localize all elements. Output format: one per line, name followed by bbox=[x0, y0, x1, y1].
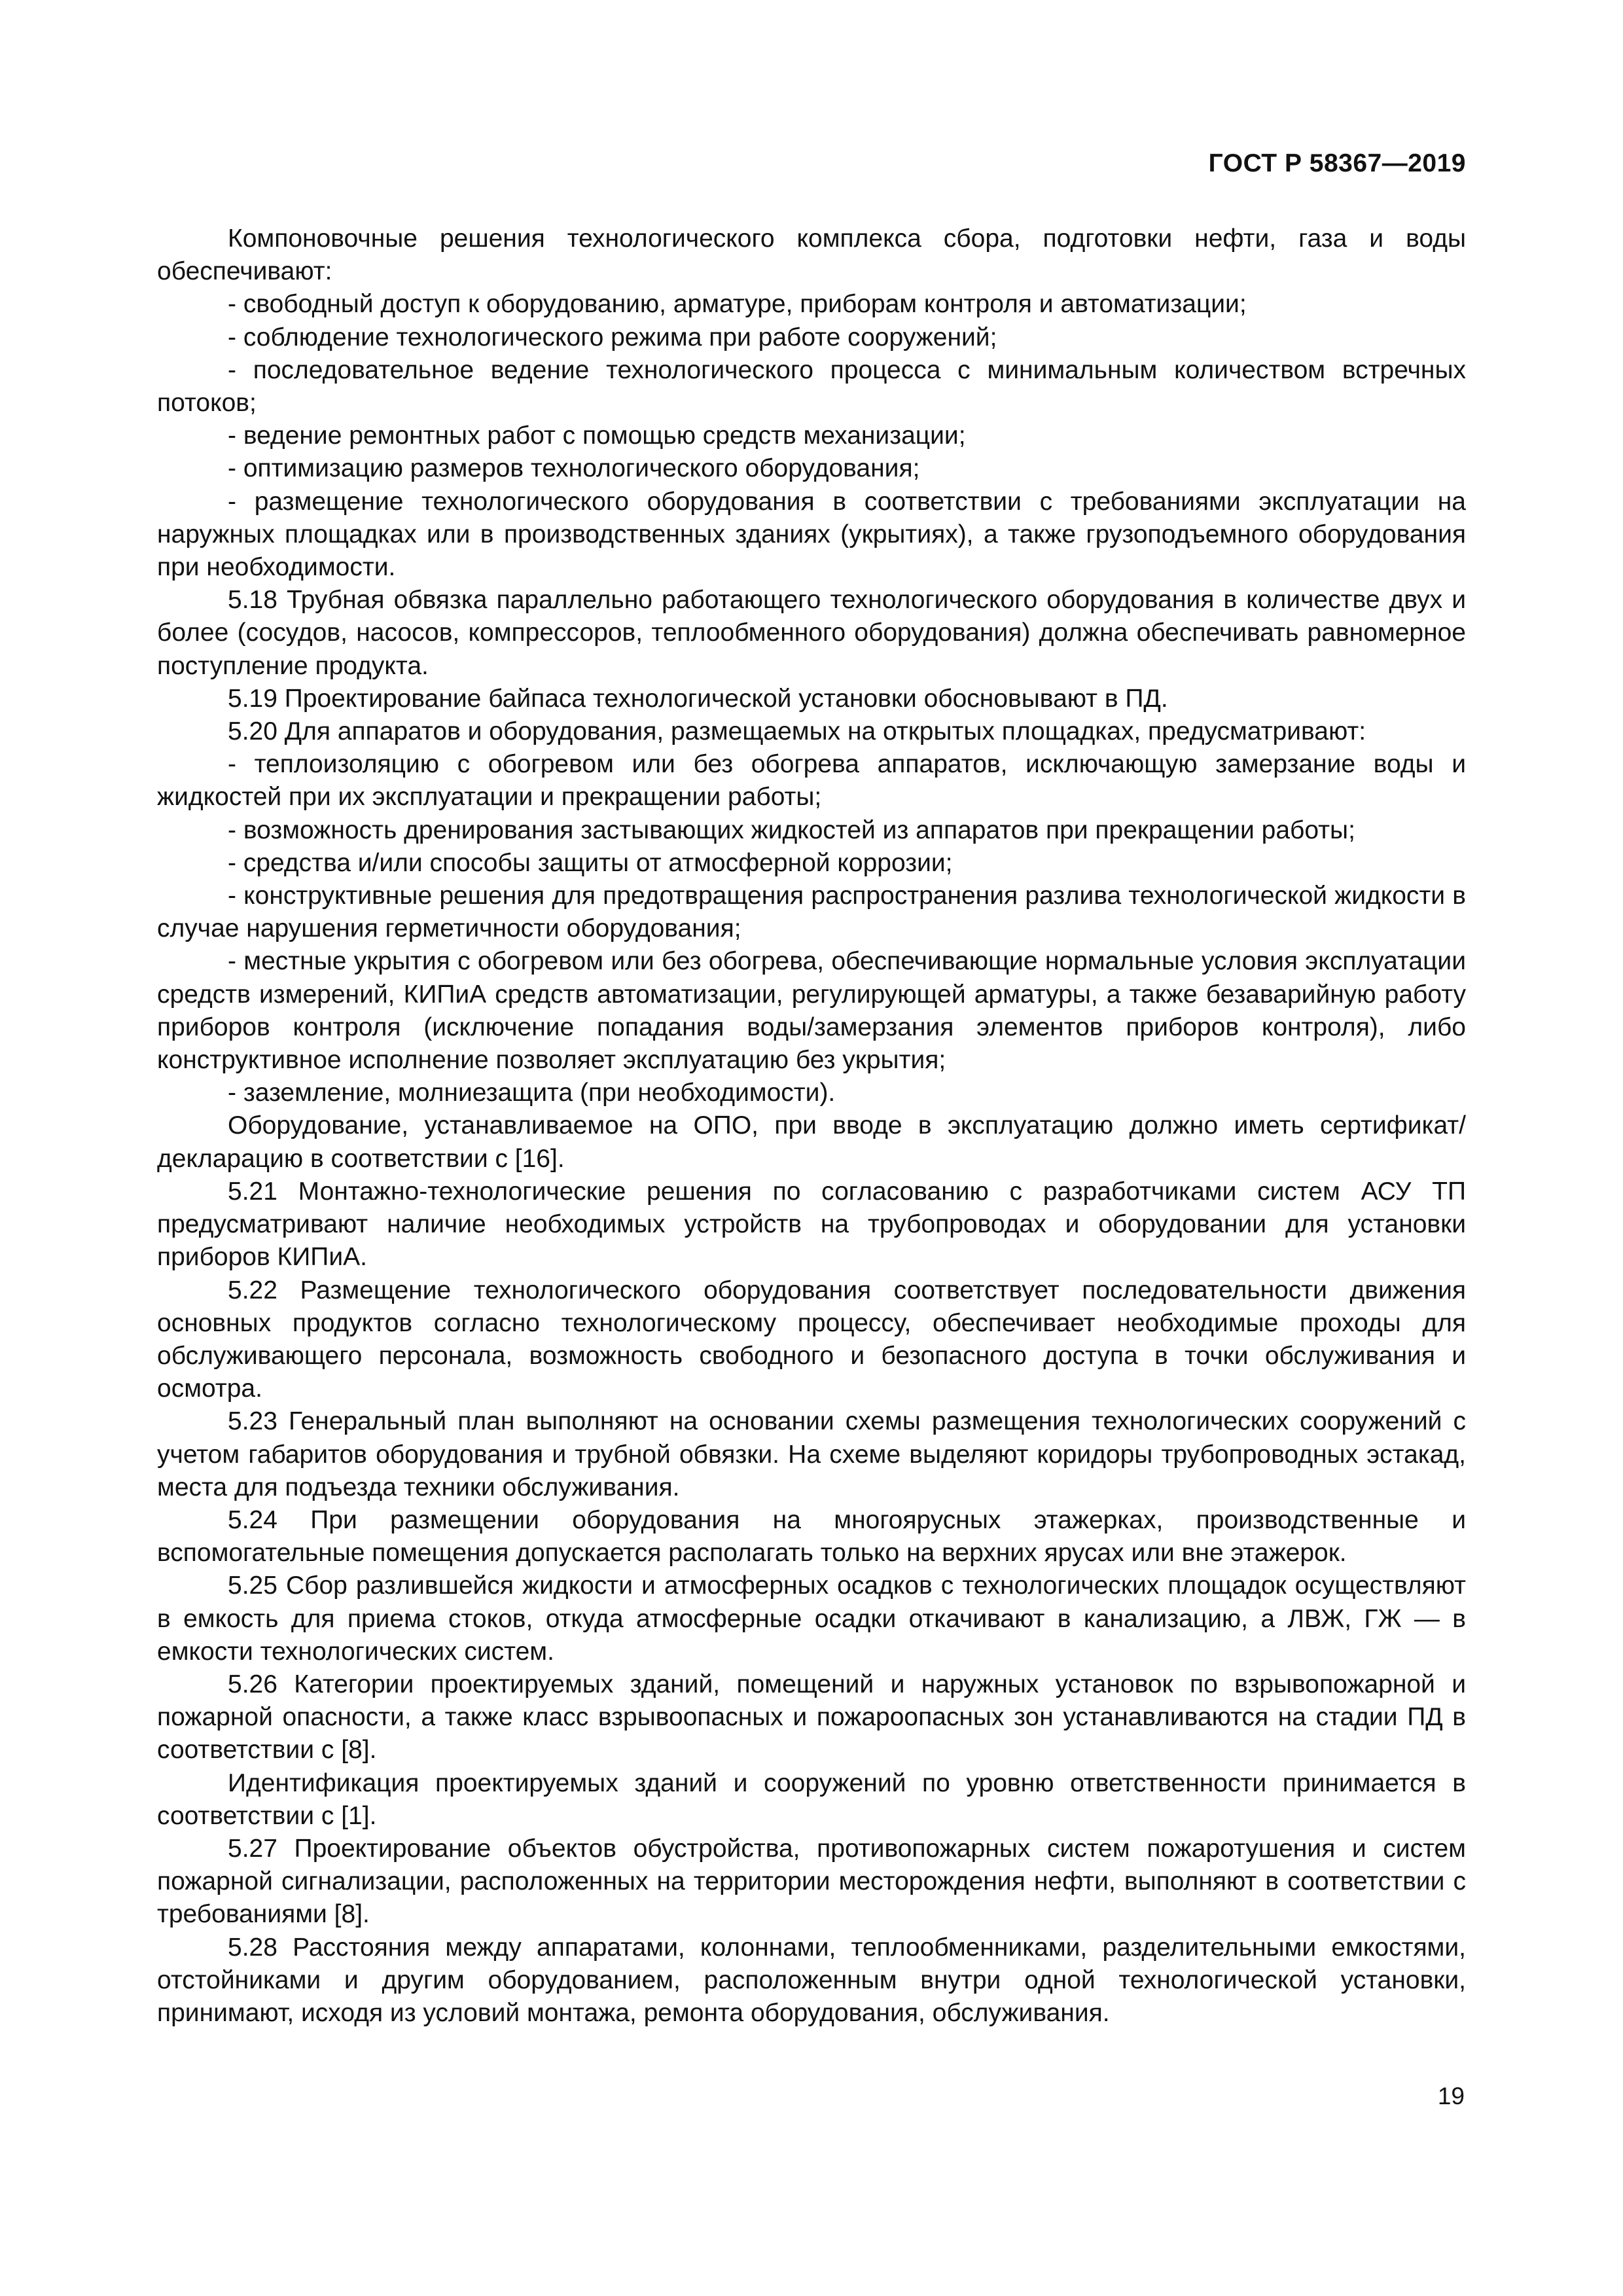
clause-5-25: 5.25 Сбор разлившейся жидкости и атмосферных осадков с технологических площадок осуществляют в емкость для приема стоков, откуда атмосферные осадки откачивают в канализацию, а ЛВЖ, ГЖ — в емкости технологических систем. bbox=[157, 1571, 1466, 1666]
clause-5-18: 5.18 Трубная обвязка параллельно работающего технологического оборудования в количестве двух и более (сосудов, насосов, компрессоров, теплообменного оборудования) должна обеспечивать равномерное поступление продукта. bbox=[157, 586, 1466, 680]
paragraph-intro: Компоновочные решения технологического комплекса сбора, подготовки нефти, газа и воды обеспечивают: bbox=[157, 224, 1466, 286]
list-item-corrosion-protection: - средства и/или способы защиты от атмосферной коррозии; bbox=[228, 848, 953, 877]
list-item-process-mode: - соблюдение технологического режима при работе сооружений; bbox=[228, 323, 997, 351]
document-code-header: ГОСТ Р 58367—2019 bbox=[1208, 149, 1466, 177]
list-item-repair-works: - ведение ремонтных работ с помощью средств механизации; bbox=[228, 422, 966, 450]
list-item-equipment-placement: - размещение технологического оборудования в соответствии с требованиями эксплуатации на наружных площадках или в производственных зданиях (укрытиях), а также грузоподъемного оборудования при необходимости. bbox=[157, 487, 1466, 582]
clause-5-19: 5.19 Проектирование байпаса технологической установки обосновывают в ПД. bbox=[228, 684, 1168, 713]
list-item-size-optimization: - оптимизацию размеров технологического оборудования; bbox=[228, 454, 920, 483]
paragraph-identification: Идентификация проектируемых зданий и сооружений по уровню ответственности принимается в соответствии с [1]. bbox=[157, 1768, 1466, 1830]
paragraph-certification: Оборудование, устанавливаемое на ОПО, при вводе в эксплуатацию должно иметь сертификат/декларацию в соответствии с [16]. bbox=[157, 1111, 1466, 1173]
clause-5-24: 5.24 При размещении оборудования на многоярусных этажерках, производственные и вспомогательные помещения допускается располагать только на верхних ярусах или вне этажерок. bbox=[157, 1505, 1466, 1568]
clause-5-21: 5.21 Монтажно-технологические решения по согласованию с разработчиками систем АСУ ТП предусматривают наличие необходимых устройств на трубопроводах и оборудовании для установки приборов КИПиА. bbox=[157, 1177, 1466, 1272]
clause-5-20: 5.20 Для аппаратов и оборудования, размещаемых на открытых площадках, предусматривают: bbox=[228, 717, 1366, 746]
clause-5-23: 5.23 Генеральный план выполняют на основании схемы размещения технологических сооружений с учетом габаритов оборудования и трубной обвязки. На схеме выделяют коридоры трубопроводных эстакад, места для подъезда техники обслуживания. bbox=[157, 1407, 1466, 1501]
list-item-thermal-insulation: - теплоизоляцию с обогревом или без обогрева аппаратов, исключающую замерзание воды и жидкостей при их эксплуатации и прекращении работы; bbox=[157, 750, 1466, 812]
list-item-drainage: - возможность дренирования застывающих жидкостей из аппаратов при прекращении работы; bbox=[228, 816, 1355, 844]
page-number: 19 bbox=[1437, 2083, 1465, 2109]
list-item-spill-prevention: - конструктивные решения для предотвращения распространения разлива технологической жидкости в случае нарушения герметичности оборудования; bbox=[157, 882, 1466, 943]
document-body bbox=[157, 223, 1466, 2030]
list-item-local-shelters: - местные укрытия с обогревом или без обогрева, обеспечивающие нормальные условия эксплуатации средств измерений, КИПиА средств автоматизации, регулирующей арматуры, а также безаварийную работу приборов контроля (исключение попадания воды/замерзания элементов приборов контроля), либо конструктивное исполнение позволяет эксплуатацию без укрытия; bbox=[157, 947, 1466, 1075]
list-item-free-access: - свободный доступ к оборудованию, арматуре, приборам контроля и автоматизации; bbox=[228, 290, 1247, 319]
list-item-sequential-process: - последовательное ведение технологического процесса с минимальным количеством встречных потоков; bbox=[157, 355, 1466, 418]
clause-5-28: 5.28 Расстояния между аппаратами, колоннами, теплообменниками, разделительными емкостями, отстойниками и другим оборудованием, расположенным внутри одной технологической установки, принимают, исходя из условий монтажа, ремонта оборудования, обслуживания. bbox=[157, 1933, 1466, 2027]
clause-5-22: 5.22 Размещение технологического оборудования соответствует последовательности движения основных продуктов согласно технологическому процессу, обеспечивает необходимые проходы для обслуживающего персонала, возможность свободного и безопасного доступа в точки обслуживания и осмотра. bbox=[157, 1276, 1466, 1403]
clause-5-27: 5.27 Проектирование объектов обустройства, противопожарных систем пожаротушения и систем пожарной сигнализации, расположенных на территории месторождения нефти, выполняют в соответствии с требованиями [8]. bbox=[157, 1834, 1466, 1929]
list-item-grounding: - заземление, молниезащита (при необходимости). bbox=[228, 1079, 836, 1107]
clause-5-26: 5.26 Категории проектируемых зданий, помещений и наружных установок по взрывопожарной и пожарной опасности, а также класс взрывоопасных и пожароопасных зон устанавливаются на стадии ПД в соответствии с [8]. bbox=[157, 1670, 1466, 1765]
